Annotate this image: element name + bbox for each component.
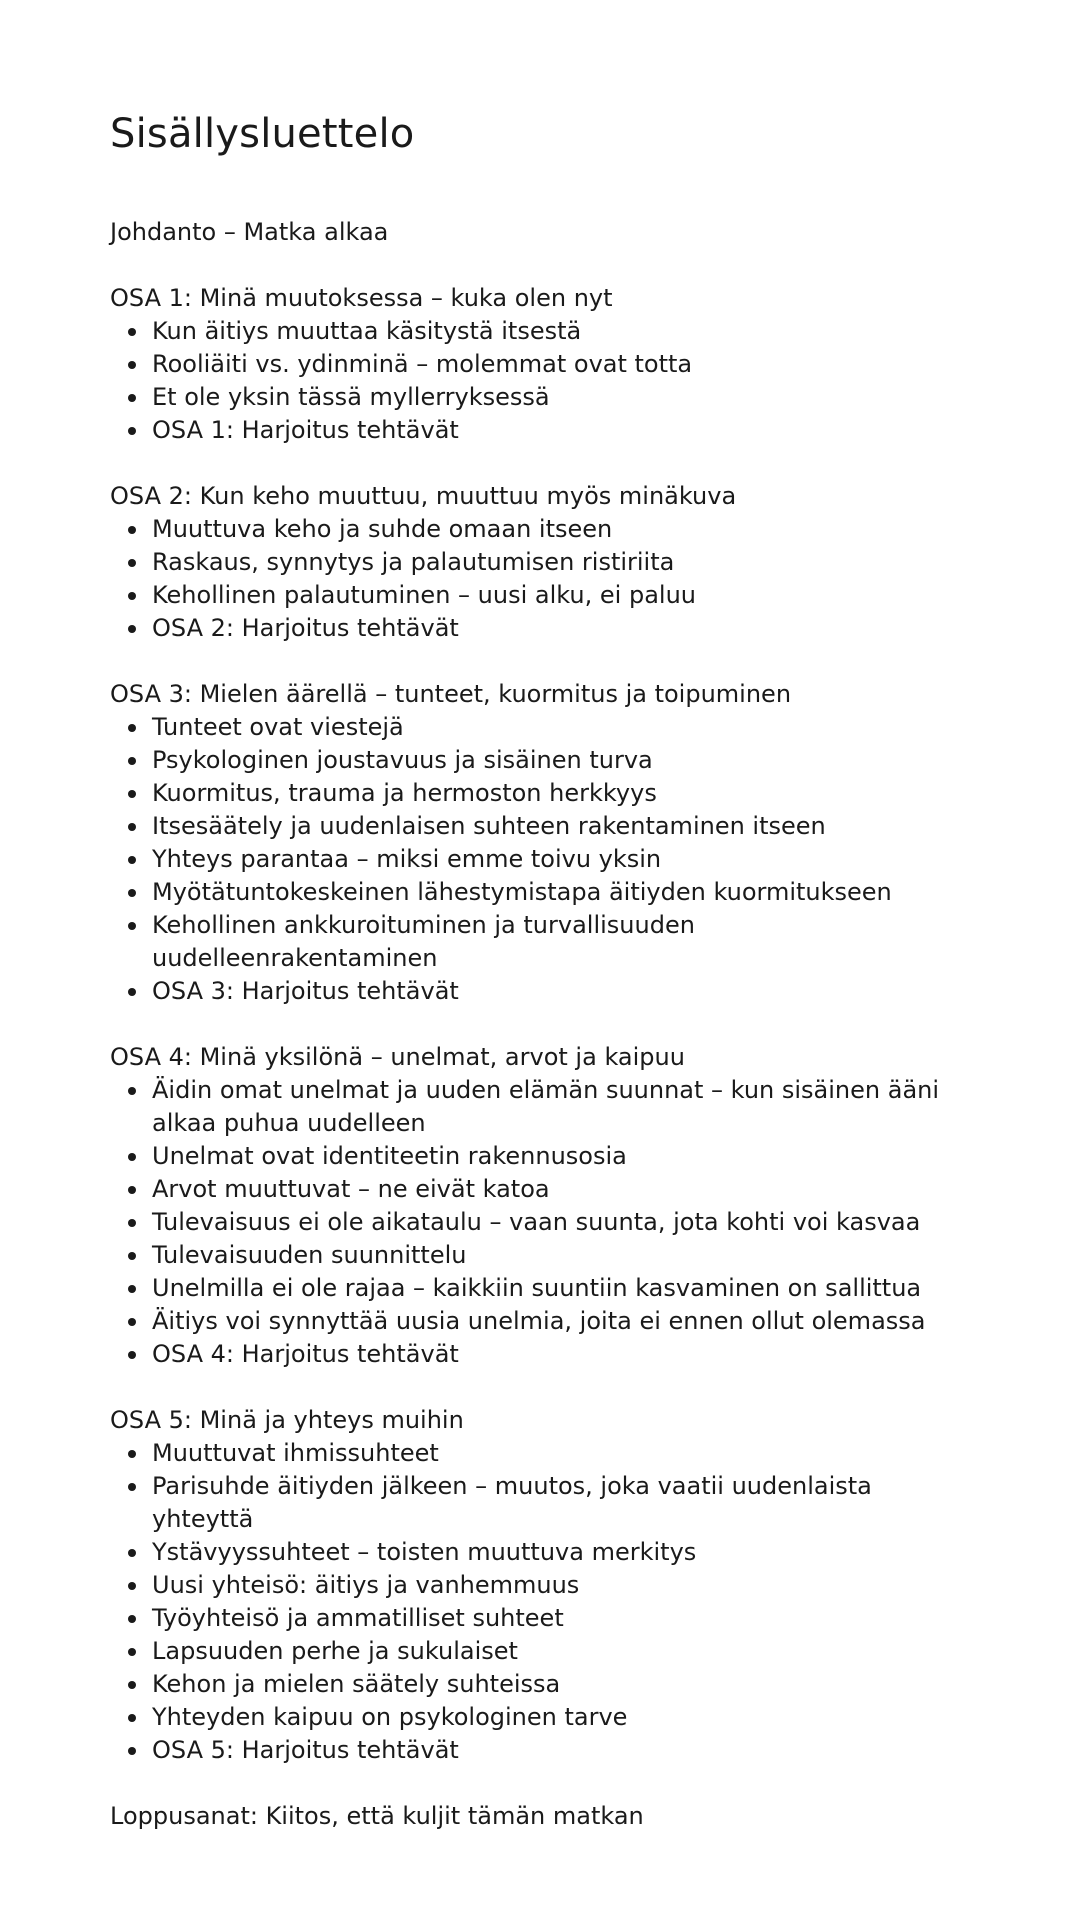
section-items	[110, 711, 970, 1008]
list-item[interactable]: Unelmilla ei ole rajaa – kaikkiin suuntiin kasvaminen on sallittua	[152, 1272, 970, 1305]
list-item[interactable]: Parisuhde äitiyden jälkeen – muutos, joka vaatii uudenlaista yhteyttä	[152, 1470, 970, 1536]
list-item[interactable]: Tunteet ovat viestejä	[152, 711, 970, 744]
list-item[interactable]: Raskaus, synnytys ja palautumisen ristiriita	[152, 546, 970, 579]
toc-section-4	[110, 1041, 970, 1371]
list-item[interactable]: Et ole yksin tässä myllerryksessä	[152, 381, 970, 414]
section-items	[110, 1074, 970, 1371]
list-item[interactable]: Kuormitus, trauma ja hermoston herkkyys	[152, 777, 970, 810]
list-item[interactable]: Arvot muuttuvat – ne eivät katoa	[152, 1173, 970, 1206]
list-item[interactable]: Tulevaisuus ei ole aikataulu – vaan suunta, jota kohti voi kasvaa	[152, 1206, 970, 1239]
list-item[interactable]: OSA 1: Harjoitus tehtävät	[152, 414, 970, 447]
list-item[interactable]: Psykologinen joustavuus ja sisäinen turva	[152, 744, 970, 777]
list-item[interactable]: OSA 2: Harjoitus tehtävät	[152, 612, 970, 645]
list-item[interactable]: OSA 4: Harjoitus tehtävät	[152, 1338, 970, 1371]
toc-section-3	[110, 678, 970, 1008]
list-item[interactable]: Yhteyden kaipuu on psykologinen tarve	[152, 1701, 970, 1734]
list-item[interactable]: Kehon ja mielen säätely suhteissa	[152, 1668, 970, 1701]
list-item[interactable]: Kehollinen ankkuroituminen ja turvallisuuden uudelleenrakentaminen	[152, 909, 970, 975]
list-item[interactable]: Yhteys parantaa – miksi emme toivu yksin	[152, 843, 970, 876]
list-item[interactable]: Tulevaisuuden suunnittelu	[152, 1239, 970, 1272]
list-item[interactable]: Uusi yhteisö: äitiys ja vanhemmuus	[152, 1569, 970, 1602]
list-item[interactable]: Muuttuvat ihmissuhteet	[152, 1437, 970, 1470]
list-item[interactable]: Äitiys voi synnyttää uusia unelmia, joita ei ennen ollut olemassa	[152, 1305, 970, 1338]
list-item[interactable]: Rooliäiti vs. ydinminä – molemmat ovat totta	[152, 348, 970, 381]
list-item[interactable]: Itsesäätely ja uudenlaisen suhteen rakentaminen itseen	[152, 810, 970, 843]
section-items	[110, 315, 970, 447]
toc-section-2	[110, 480, 970, 645]
section-title[interactable]: OSA 5: Minä ja yhteys muihin	[110, 1406, 464, 1434]
section-items	[110, 1437, 970, 1767]
section-title[interactable]: OSA 2: Kun keho muuttuu, muuttuu myös minäkuva	[110, 482, 737, 510]
toc-entry-closing[interactable]: Loppusanat: Kiitos, että kuljit tämän matkan	[110, 1802, 644, 1830]
list-item[interactable]: Äidin omat unelmat ja uuden elämän suunnat – kun sisäinen ääni alkaa puhua uudelleen	[152, 1074, 970, 1140]
list-item[interactable]: Kehollinen palautuminen – uusi alku, ei paluu	[152, 579, 970, 612]
list-item[interactable]: Lapsuuden perhe ja sukulaiset	[152, 1635, 970, 1668]
toc-section-5	[110, 1404, 970, 1767]
list-item[interactable]: Ystävyyssuhteet – toisten muuttuva merkitys	[152, 1536, 970, 1569]
page-title: Sisällysluettelo	[110, 111, 415, 157]
table-of-contents	[110, 216, 970, 1833]
list-item[interactable]: Myötätuntokeskeinen lähestymistapa äitiyden kuormitukseen	[152, 876, 970, 909]
list-item[interactable]: Kun äitiys muuttaa käsitystä itsestä	[152, 315, 970, 348]
list-item[interactable]: Muuttuva keho ja suhde omaan itseen	[152, 513, 970, 546]
toc-section-1	[110, 282, 970, 447]
section-title[interactable]: OSA 4: Minä yksilönä – unelmat, arvot ja kaipuu	[110, 1043, 685, 1071]
section-items	[110, 513, 970, 645]
section-title[interactable]: OSA 1: Minä muutoksessa – kuka olen nyt	[110, 284, 613, 312]
list-item[interactable]: Työyhteisö ja ammatilliset suhteet	[152, 1602, 970, 1635]
list-item[interactable]: Unelmat ovat identiteetin rakennusosia	[152, 1140, 970, 1173]
list-item[interactable]: OSA 5: Harjoitus tehtävät	[152, 1734, 970, 1767]
toc-entry-intro[interactable]: Johdanto – Matka alkaa	[110, 218, 389, 246]
section-title[interactable]: OSA 3: Mielen äärellä – tunteet, kuormitus ja toipuminen	[110, 680, 792, 708]
list-item[interactable]: OSA 3: Harjoitus tehtävät	[152, 975, 970, 1008]
